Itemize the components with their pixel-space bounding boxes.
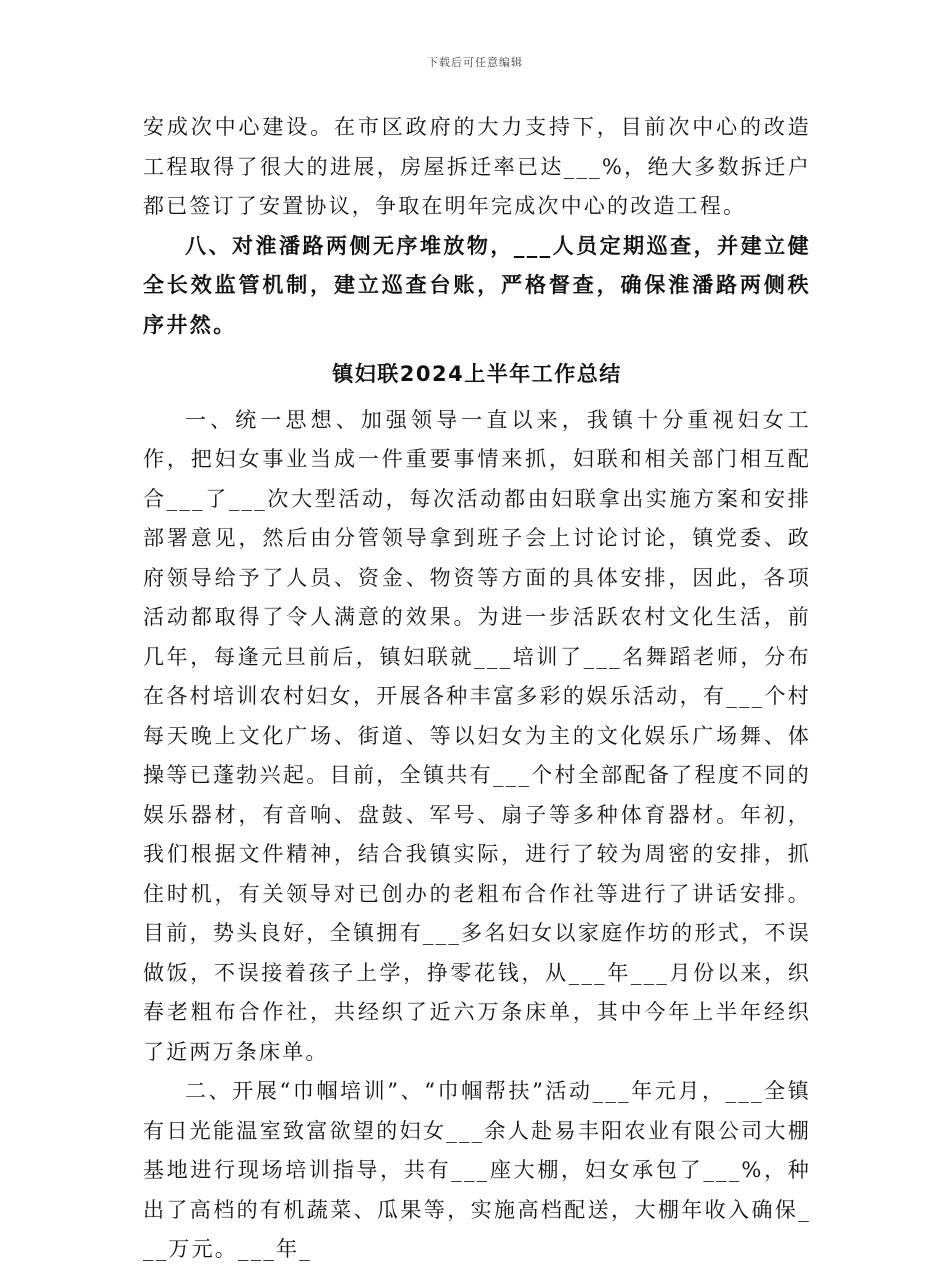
header-note: 下载后可任意编辑	[427, 56, 523, 69]
paragraph-item-two: 二、开展“巾帼培训”、“巾帼帮扶”活动___年元月，___全镇有日光能温室致富欲望的妇女___余人赴易丰阳农业有限公司大棚基地进行现场培训指导，共有___座大棚，妇女承包了___%，种出了高档的有机蔬菜、瓜果等，实施高档配送，大棚年收入确保___万元。___年_	[143, 1079, 811, 1261]
paragraph-continued: 安成次中心建设。在市区政府的大力支持下，目前次中心的改造工程取得了很大的进展，房屋拆迁率已达___%，绝大多数拆迁户都已签订了安置协议，争取在明年完成次中心的改造工程。	[143, 115, 811, 218]
paragraph-item-eight: 八、对淮潘路两侧无序堆放物，___人员定期巡查，并建立健全长效监管机制，建立巡查台账，严格督查，确保淮潘路两侧秩序井然。	[143, 233, 811, 337]
document-body	[143, 108, 811, 1270]
paragraph-item-one: 一、统一思想、加强领导一直以来，我镇十分重视妇女工作，把妇女事业当成一件重要事情来抓，妇联和相关部门相互配合___了___次大型活动，每次活动都由妇联拿出实施方案和安排部署意见，然后由分管领导拿到班子会上讨论讨论，镇党委、政府领导给予了人员、资金、物资等方面的具体安排，因此，各项活动都取得了令人满意的效果。为进一步活跃农村文化生活，前几年，每逢元旦前后，镇妇联就___培训了___名舞蹈老师，分布在各村培训农村妇女，开展各种丰富多彩的娱乐活动，有___个村每天晚上文化广场、街道、等以妇女为主的文化娱乐广场舞、体操等已蓬勃兴起。目前，全镇共有___个村全部配备了程度不同的娱乐器材，有音响、盘鼓、军号、扇子等多种体育器材。年初，我们根据文件精神，结合我镇实际，进行了较为周密的安排，抓住时机，有关领导对已创办的老粗布合作社等进行了讲话安排。目前，势头良好，全镇拥有___多名妇女以家庭作坊的形式，不误做饭，不误接着孩子上学，挣零花钱，从___年___月份以来，织春老粗布合作社，共经织了近六万条床单，其中今年上半年经织了近两万条床单。	[143, 407, 811, 1064]
section-title: 镇妇联2024上半年工作总结	[332, 362, 622, 386]
